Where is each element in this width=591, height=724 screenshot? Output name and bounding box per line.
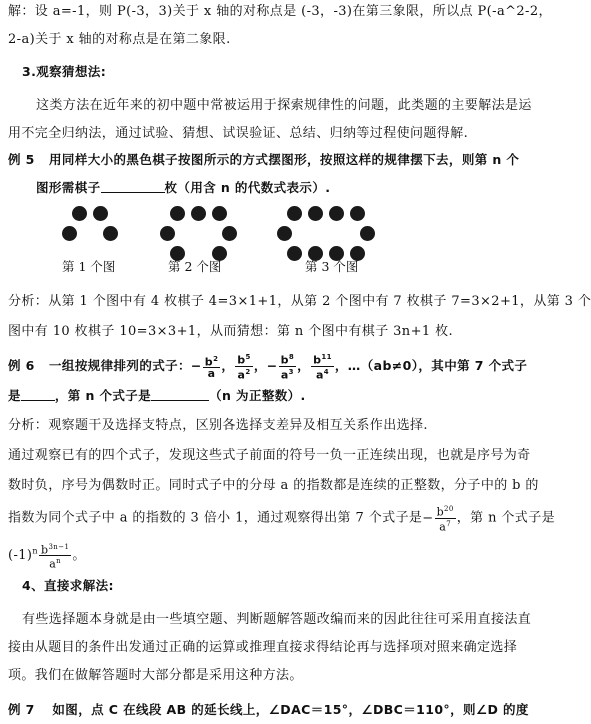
chess-piece — [191, 206, 206, 221]
seventh-term: − $\frac{b^{20}}{a^7}$ — [422, 505, 454, 534]
method-paragraph-line-1: 这类方法在近年来的初中题中常被运用于探索规律性的问题，此类题的主要解法是运 — [36, 98, 532, 113]
example-6-label: 例 6 — [8, 358, 35, 373]
sequence-term: − $\frac{b^8}{a^3}$ — [266, 353, 295, 382]
example-5-text: 用同样大小的黑色棋子按图所示的方式摆图形，按照这样的规律摆下去，则第 n 个 — [49, 152, 520, 167]
chess-piece — [329, 206, 344, 221]
sequence-term: $\frac{b^5}{a^2}$ — [237, 353, 251, 382]
chess-piece — [72, 206, 87, 221]
answer-blank-nth[interactable] — [151, 388, 209, 401]
chess-piece — [222, 226, 237, 241]
chess-piece — [360, 226, 375, 241]
figure-2-caption: 第 2 个图 — [168, 259, 222, 274]
direct-method-line-3: 项。我们在做解答题时大部分都是采用这种方法。 — [8, 668, 303, 683]
chess-piece — [287, 206, 302, 221]
sequence-term: $\frac{b^{11}}{a^4}$ — [313, 353, 332, 382]
nth-term-line — [8, 538, 516, 571]
solution-line-2: 2-a)关于 x 轴的对称点是在第二象限. — [8, 32, 231, 47]
answer-blank-7th[interactable] — [21, 388, 55, 401]
chess-piece — [170, 206, 185, 221]
chess-piece — [212, 206, 227, 221]
example-6-text: 一组按规律排列的式子： — [49, 358, 191, 373]
chess-piece — [62, 226, 77, 241]
chess-piece — [103, 226, 118, 241]
example-6-line-1: 例 6 一组按规律排列的式子：− $\frac{b^2}{a}$ ， $\frac{b^5}{a^2}$ ，− $\frac{b^8}{a^3}$ ， $\frac{b^{11}}{a^4}$ ，…（ab≠0），其中第 7 个式子 — [8, 353, 528, 382]
analysis-6-line-1: 分析：观察题干及选择支特点，区别各选择支差异及相互关系作出选择. — [8, 418, 428, 433]
chess-piece — [277, 226, 292, 241]
example-6-line-2: 是 ，第 n 个式子是 （n 为正整数）. — [8, 388, 306, 403]
analysis-5-line-1: 分析：从第 1 个图中有 4 枚棋子 4=3×1+1，从第 2 个图中有 7 枚棋子 7=3×2+1，从第 3 个 — [8, 294, 591, 309]
example-5-line-2 — [36, 178, 516, 198]
direct-method-line-1: 有些选择题本身就是由一些填空题、判断题解答题改编而来的因此往往可采用直接法直 — [22, 612, 532, 627]
chess-piece — [350, 206, 365, 221]
analysis-6-line-4: 指数为同个式子中 a 的指数的 3 倍小 1，通过观察得出第 7 个式子是− $\frac{b^{20}}{a^7}$ ，第 n 个式子是 — [8, 505, 556, 534]
chess-piece — [287, 246, 302, 261]
chess-piece — [93, 206, 108, 221]
section-heading-3: 3.观察猜想法: — [22, 64, 107, 79]
analysis-6-line-2: 通过观察已有的四个式子，发现这些式子前面的符号一负一正连续出现，也就是序号为奇 — [8, 448, 531, 463]
figure-3-caption: 第 3 个图 — [305, 259, 359, 274]
example-5-line-1 — [8, 150, 520, 170]
sequence-term: − $\frac{b^2}{a}$ — [190, 354, 219, 381]
example-6-tail: ，…（ab≠0），其中第 7 个式子 — [334, 358, 528, 373]
chess-piece — [308, 206, 323, 221]
chess-pieces-figure — [0, 206, 522, 266]
figure-1-caption: 第 1 个图 — [62, 259, 116, 274]
example-5-label: 例 5 — [8, 152, 35, 167]
method-paragraph-line-2: 用不完全归纳法，通过试验、猜想、试误验证、总结、归纳等过程使问题得解. — [8, 126, 469, 141]
nth-term: $(-1)^n$ $\frac{b^{3n-1}}{a^n}$ 。 — [8, 542, 86, 571]
example-5-text-b: 枚（用含 n 的代数式表示）. — [164, 180, 331, 195]
solution-line-1: 解：设 a=-1，则 P(-3，3)关于 x 轴的对称点是 (-3，-3)在第三象限，所以点 P(-a^2-2， — [8, 4, 552, 19]
analysis-5-line-2: 图中有 10 枚棋子 10=3×3+1，从而猜想：第 n 个图中有棋子 3n+1 枚. — [8, 324, 454, 339]
direct-method-line-2: 接由从题目的条件出发通过正确的运算或推理直接求得结论再与选择项对照来确定选择 — [8, 640, 518, 655]
answer-blank[interactable] — [101, 180, 165, 193]
analysis-6-line-3: 数时负，序号为偶数时正。同时式子中的分母 a 的指数都是连续的正整数，分子中的 b 的 — [8, 478, 539, 493]
example-7-line: 例 7 如图，点 C 在线段 AB 的延长线上，∠DAC＝15°，∠DBC＝110°，则∠D 的度 — [8, 702, 529, 717]
example-5-text-a: 图形需棋子 — [36, 180, 101, 195]
section-heading-4: 4、直接求解法: — [22, 578, 114, 593]
chess-piece — [160, 226, 175, 241]
